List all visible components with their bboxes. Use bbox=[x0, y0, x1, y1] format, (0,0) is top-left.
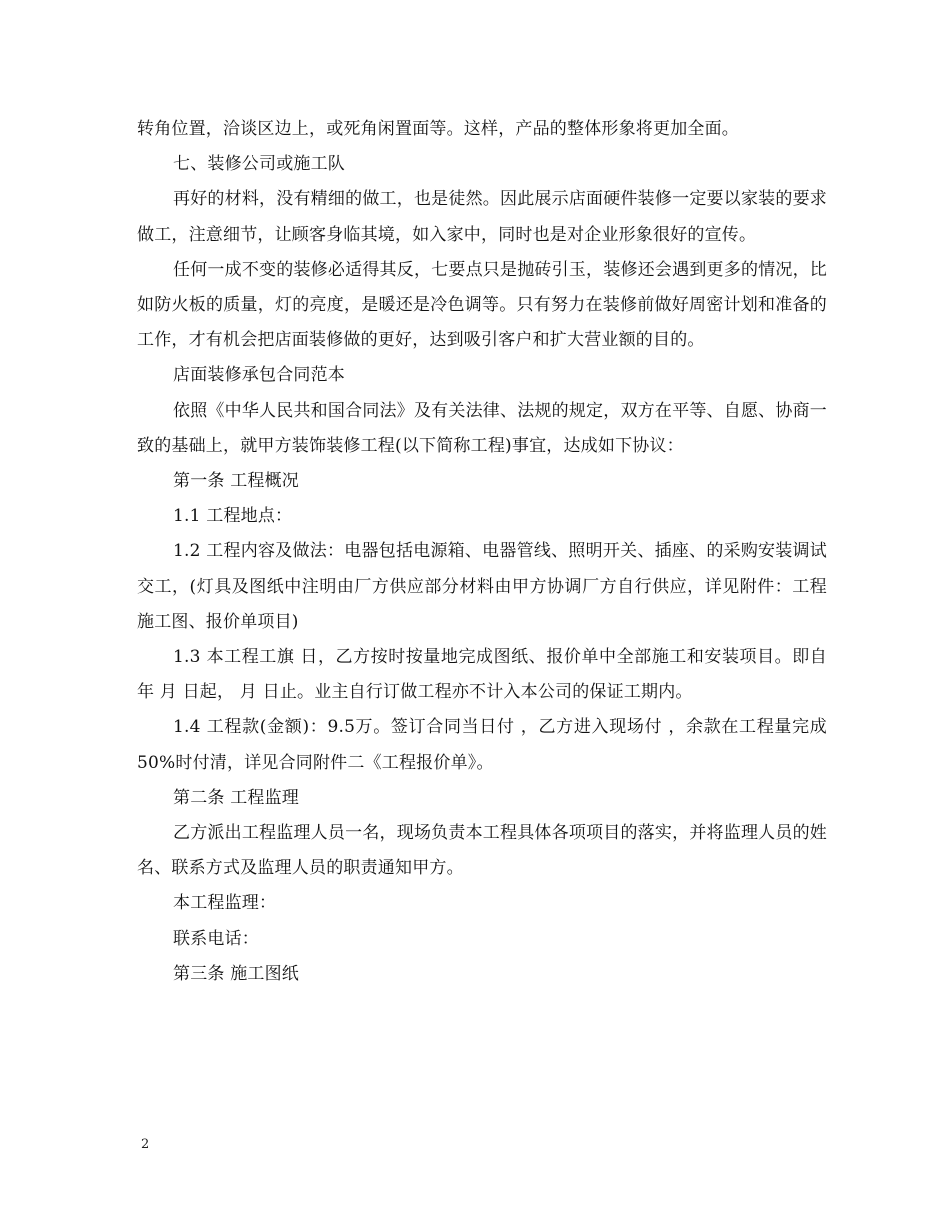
paragraph: 再好的材料，没有精细的做工，也是徒然。因此展示店面硬件装修一定要以家装的要求做工，注意细节，让顾客身临其境，如入家中，同时也是对企业形象很好的宣传。 bbox=[137, 189, 827, 245]
document-body bbox=[137, 112, 827, 992]
section-heading: 店面装修承包合同范本 bbox=[173, 365, 345, 386]
form-line: 本工程监理： bbox=[173, 893, 277, 914]
paragraph: 乙方派出工程监理人员一名，现场负责本工程具体各项项目的落实，并将监理人员的姓名、联系方式及监理人员的职责通知甲方。 bbox=[137, 823, 827, 879]
paragraph: 任何一成不变的装修必适得其反，七要点只是抛砖引玉，装修还会遇到更多的情况，比如防火板的质量，灯的亮度，是暖还是冷色调等。只有努力在装修前做好周密计划和准备的工作，才有机会把店面装修做的更好，达到吸引客户和扩大营业额的目的。 bbox=[137, 259, 827, 351]
form-line: 联系电话： bbox=[173, 928, 259, 949]
page-number: 2 bbox=[141, 1137, 150, 1152]
article-heading: 第一条 工程概况 bbox=[173, 471, 300, 492]
clause: 1.2 工程内容及做法：电器包括电源箱、电器管线、照明开关、插座、的采购安装调试交工，(灯具及图纸中注明由厂方供应部分材料由甲方协调厂方自行供应，详见附件：工程施工图、报价单项目) bbox=[137, 541, 827, 632]
clause: 1.3 本工程工旗 日，乙方按时按量地完成图纸、报价单中全部施工和安装项目。即自 年 月 日起， 月 日止。业主自行订做工程亦不计入本公司的保证工期内。 bbox=[137, 647, 827, 703]
section-heading: 七、装修公司或施工队 bbox=[173, 154, 345, 175]
paragraph: 转角位置，洽谈区边上，或死角闲置面等。这样，产品的整体形象将更加全面。 bbox=[137, 119, 739, 139]
clause: 1.4 工程款(金额)：9.5万。签订合同当日付 ，乙方进入现场付 ，余款在工程量完成50%时付清，详见合同附件二《工程报价单》。 bbox=[137, 717, 827, 773]
article-heading: 第三条 施工图纸 bbox=[173, 963, 300, 984]
paragraph: 依照《中华人民共和国合同法》及有关法律、法规的规定，双方在平等、自愿、协商一致的基础上，就甲方装饰装修工程(以下简称工程)事宜，达成如下协议： bbox=[137, 400, 827, 456]
article-heading: 第二条 工程监理 bbox=[173, 787, 300, 808]
clause: 1.1 工程地点： bbox=[173, 506, 293, 527]
